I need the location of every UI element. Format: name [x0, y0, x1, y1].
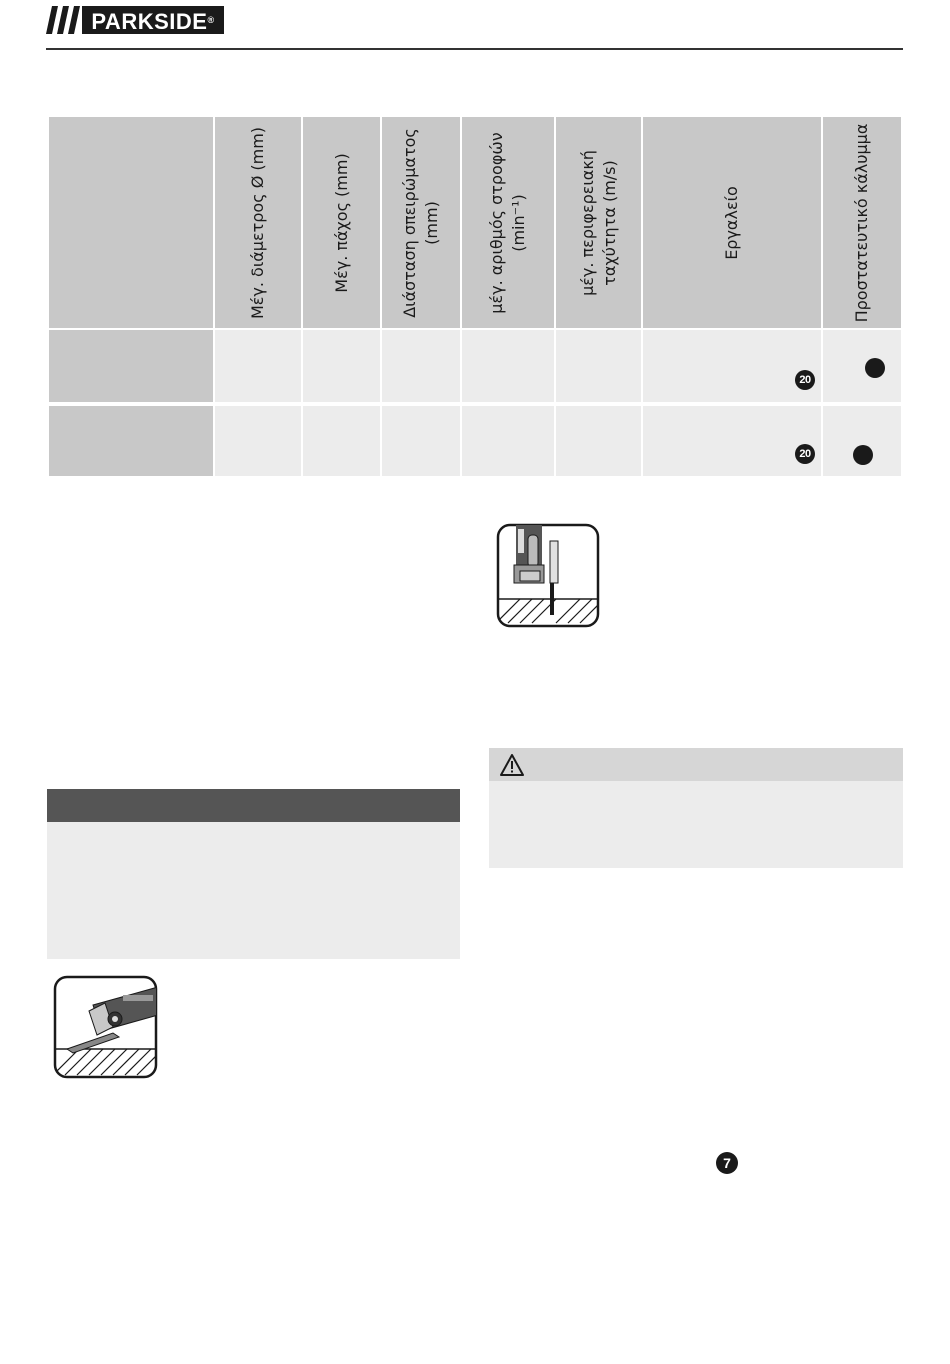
table-cell	[215, 330, 301, 402]
table-cell	[556, 406, 641, 476]
table-cell	[823, 406, 901, 476]
table-header-cell	[556, 117, 641, 328]
warning-body	[489, 781, 903, 868]
table-cell	[382, 330, 460, 402]
table-row-label	[49, 406, 213, 476]
table-cell	[215, 406, 301, 476]
table-header-label: μέγ. αριθμός στροφών (min⁻¹)	[487, 131, 528, 314]
table-cell	[462, 406, 554, 476]
warning-header	[489, 748, 903, 781]
table-row-label	[49, 330, 213, 402]
table-cell	[382, 406, 460, 476]
guard-marker-icon	[853, 445, 873, 465]
figure-cutting-icon	[496, 523, 600, 628]
section-box-body	[47, 822, 460, 959]
table-header-label: Διάσταση σπειρώματος (mm)	[400, 127, 441, 318]
table-header-cell	[382, 117, 460, 328]
reference-badge: 7	[716, 1152, 738, 1174]
parkside-logo	[46, 6, 224, 34]
table-header-label: Προστατευτικό κάλυμμα	[852, 123, 871, 322]
table-header-cell	[643, 117, 821, 328]
section-box-header	[47, 789, 460, 822]
table-header-corner	[49, 117, 213, 328]
table-cell	[303, 330, 380, 402]
logo-registered: ®	[207, 15, 215, 25]
table-cell	[643, 330, 821, 402]
table-header-cell	[215, 117, 301, 328]
table-header-label: μέγ. περιφερειακή ταχύτητα (m/s)	[577, 149, 619, 296]
guard-marker-icon	[865, 358, 885, 378]
table-header-cell	[303, 117, 380, 328]
warning-triangle-icon	[499, 753, 525, 777]
logo-brand: PARKSIDE	[91, 9, 208, 34]
table-header-label: Μέγ. διάμετρος Ø (mm)	[248, 126, 267, 319]
table-cell	[556, 330, 641, 402]
table-cell	[823, 330, 901, 402]
table-cell	[643, 406, 821, 476]
logo-stripes-icon	[46, 6, 80, 34]
table-header-cell	[823, 117, 901, 328]
tool-reference-badge: 20	[795, 370, 815, 390]
tool-reference-badge: 20	[795, 444, 815, 464]
table-header-label: Εργαλείο	[722, 185, 741, 260]
table-cell	[303, 406, 380, 476]
table-cell	[462, 330, 554, 402]
logo-wordmark	[82, 6, 224, 34]
figure-grinding-icon	[53, 975, 158, 1079]
table-header-cell	[462, 117, 554, 328]
table-header-label: Μέγ. πάχος (mm)	[331, 152, 351, 293]
header-rule	[46, 48, 903, 50]
